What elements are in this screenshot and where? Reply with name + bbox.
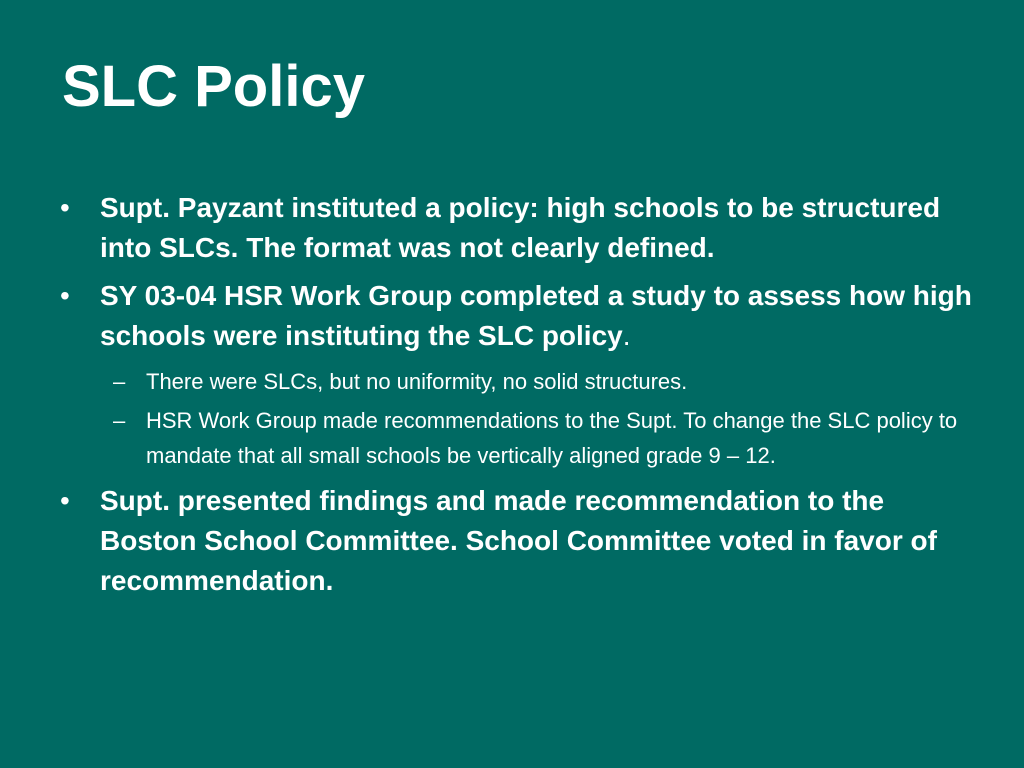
sub-bullet-item [56,364,976,399]
bullet-text: Supt. Payzant instituted a policy: high schools to be structured into SLCs. The format was not clearly defined. [100,192,941,263]
sub-bullet-text: There were SLCs, but no uniformity, no solid structures. [146,369,688,394]
bullet-item [56,276,976,356]
sub-bullet-marker: – [113,369,126,394]
slide-title: SLC Policy [62,54,365,119]
bullet-marker: • [60,280,70,311]
sub-bullet-marker: – [113,408,126,433]
bullet-item [56,188,976,268]
bullet-marker: • [60,192,70,223]
sub-bullet-text: HSR Work Group made recommendations to the Supt. To change the SLC policy to mandate that all small schools be vertically aligned grade 9 – 12. [146,408,958,468]
sub-bullet-list [56,364,976,473]
slide-content [56,188,976,609]
bullet-text: Supt. presented findings and made recommendation to the Boston School Committee. School Committee voted in favor of recommendation. [100,485,937,596]
bullet-text: SY 03-04 HSR Work Group completed a study to assess how high schools were instituting the SLC policy [100,280,972,351]
bullet-item [56,481,976,601]
bullet-text-period: . [622,320,631,351]
bullet-marker: • [60,485,70,516]
sub-bullet-item [56,403,976,473]
